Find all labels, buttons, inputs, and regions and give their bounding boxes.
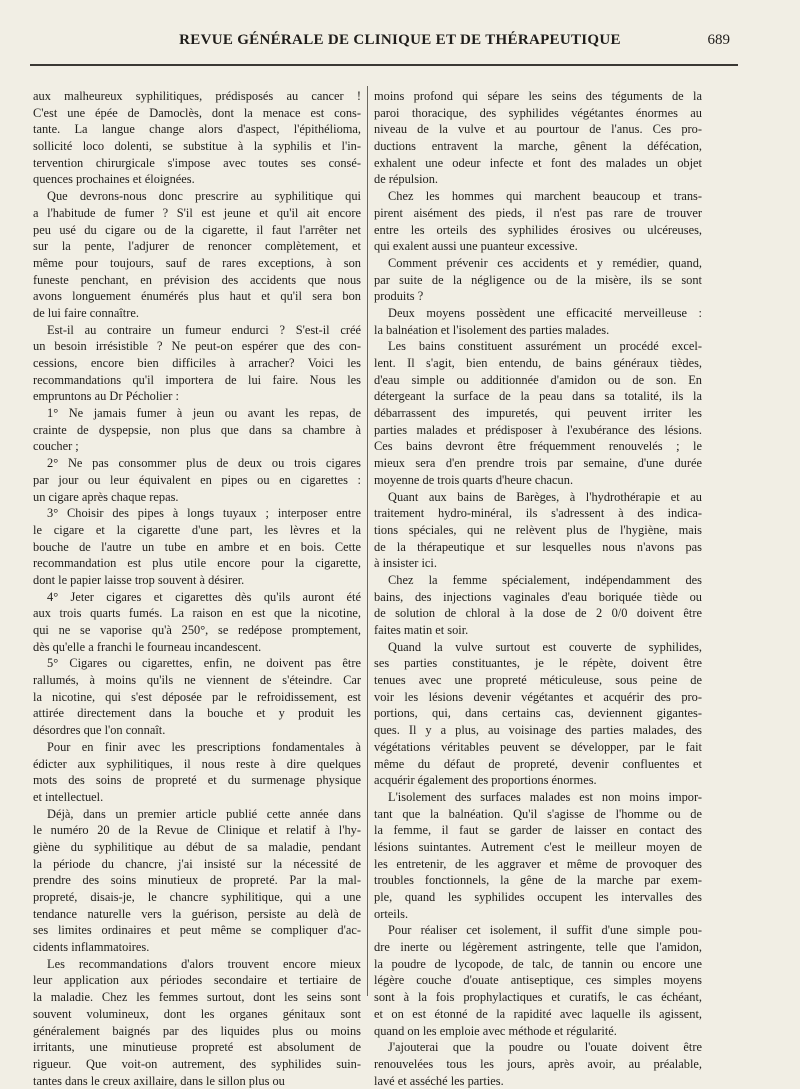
text-line: recommandations qu'il importera de lui faire. Nous les	[33, 372, 361, 387]
text-line: renouvelées tous les jours, après avoir, au préalable,	[374, 1056, 702, 1071]
text-line: sont à la fois prophylactiques et curatifs, le cas échéant,	[374, 990, 702, 1005]
text-line: de la thérapeutique et sur lesquelles nous n'avons pas	[374, 539, 702, 554]
text-line: propreté, disais-je, le chancre syphilitique, qui a une	[33, 890, 361, 904]
text-line: lent. Il s'agit, bien entendu, de bains généraux tièdes,	[374, 356, 702, 370]
text-line: généralement baignés par des liquides plus ou moins	[33, 1023, 361, 1038]
text-line: lavé et asséché les parties.	[374, 1073, 504, 1088]
text-line: de solution de chloral à la dose de 2 0/0 doivent être	[374, 606, 702, 621]
text-line: tervention chirurgicale s'impose avec toutes ses consé-	[33, 155, 361, 170]
text-line: mots des soins de propreté et du surmenage physique	[33, 773, 361, 788]
text-line: faites matin et soir.	[374, 623, 469, 637]
text-line: sollicité loco dolenti, se substitue à la syphilis et l'in-	[33, 139, 361, 154]
text-line: tantes dans le creux axillaire, dans le sillon plus ou	[33, 1073, 285, 1088]
text-line: qui ne se vaporise qu'à 250°, se redépose promptement,	[33, 623, 361, 637]
text-line: rallumés, à moins qu'ils ne viennent de s'éteindre. Car	[33, 673, 361, 688]
text-line: de lui faire connaître.	[33, 305, 139, 320]
text-line: quand on les emploie avec méthode et régularité.	[374, 1023, 617, 1038]
text-line: Quand la vulve surtout est couverte de syphilides,	[388, 639, 702, 654]
text-line: la poudre de lycopode, de talc, de tannin ou encore une	[374, 956, 702, 971]
right-text-column	[374, 88, 702, 1089]
text-line: ses limites ordinaires et peut même se compliquer d'ac-	[33, 923, 361, 938]
text-line: d'eau simple ou additionnée d'amidon ou de son. En	[374, 372, 702, 387]
text-line: C'est une épée de Damoclès, dont la menace est cons-	[33, 105, 361, 120]
text-line: Chez la femme spécialement, indépendamment des	[388, 572, 702, 587]
text-line: de répulsion.	[374, 172, 439, 187]
text-line: Comment prévenir ces accidents et y remédier, quand,	[388, 255, 702, 270]
text-line: tante. La langue change alors d'aspect, l'épithélioma,	[33, 122, 361, 137]
column-divider	[367, 86, 368, 996]
text-line: à insister ici.	[374, 556, 437, 571]
text-line: ques. Il y a plus, au voisinage des parties malades, des	[374, 723, 702, 738]
text-line: tions spéciales, qui ne relèvent plus de l'hygiène, mais	[374, 522, 702, 537]
text-line: le cigare et la cigarette d'une part, les lèvres et la	[33, 522, 361, 537]
text-line: attirée directement dans la bouche et y produit les	[33, 706, 361, 721]
text-line: végétations véritables peuvent se développer, par le fait	[374, 739, 702, 754]
left-text-column	[33, 88, 361, 1089]
text-line: pirent aisément des pieds, il n'est pas rare de trouver	[374, 205, 702, 220]
text-line: le numéro 20 de la Revue de Clinique et relatif à l'hy-	[33, 823, 361, 838]
text-line: bains, des injections vaginales d'eau boriquée tiède ou	[374, 589, 702, 604]
text-line: moins profond qui sépare les seins des téguments de la	[374, 89, 702, 103]
text-line: détergeant la surface de la peau dans sa totalité, ils la	[374, 389, 702, 404]
text-line: tant que la balnéation. Qu'il s'agisse de l'homme ou de	[374, 806, 702, 821]
text-line: acquérir également des proportions énormes.	[374, 773, 597, 788]
text-line: moyenne de trois quarts d'heure chacun.	[374, 472, 574, 487]
text-line: souvent volumineux, dont les organes génitaux sont	[33, 1006, 361, 1021]
text-line: Ces bains devront être fréquemment renouvelés ; le	[374, 439, 702, 454]
text-line: Que devrons-nous donc prescrire au syphilitique qui	[47, 189, 361, 204]
text-line: funeste penchant, en prévision des accidents que nous	[33, 272, 361, 287]
text-line: un cigare après chaque repas.	[33, 489, 179, 504]
text-line: produits ?	[374, 289, 424, 304]
text-line: J'ajouterai que la poudre ou l'ouate doivent être	[388, 1040, 702, 1055]
text-line: troubles fonctionnels, la gêne de la marche par exem-	[374, 873, 702, 888]
text-line: désordres que l'on connaît.	[33, 723, 166, 738]
text-line: voir les lésions devenir végétantes et acquérir des pro-	[374, 689, 702, 704]
text-line: Est-il au contraire un fumeur endurci ? S'est-il créé	[47, 322, 361, 337]
text-line: a l'habitude de fumer ? S'il est jeune et qu'il ait encore	[33, 205, 361, 220]
text-line: ductions entravent la marche, gênent la défécation,	[374, 139, 702, 154]
text-line: aux trois quarts fumés. La raison en est que la nicotine,	[33, 606, 361, 621]
text-line: entre les orteils des syphilides érosives ou ulcéreuses,	[374, 222, 702, 237]
text-line: même du défaut de propreté, devenir confluentes et	[374, 756, 702, 771]
text-line: Les recommandations d'alors trouvent encore mieux	[47, 956, 361, 971]
text-line: les entretenir, de les aggraver et même de provoquer des	[374, 856, 702, 871]
text-line: et on est étonné de la rapidité avec laquelle ils agissent,	[374, 1006, 702, 1021]
text-line: Deux moyens possèdent une efficacité merveilleuse :	[388, 305, 702, 320]
text-line: paroi thoracique, des syphilides végétantes énormes au	[374, 105, 702, 120]
text-line: 5° Cigares ou cigarettes, enfin, ne doivent pas être	[47, 656, 361, 671]
text-line: coucher ;	[33, 439, 79, 454]
text-line: la maladie. Chez les femmes surtout, dont les seins sont	[33, 990, 361, 1005]
text-line: crainte de dyspepsie, non plus que dans sa chambre à	[33, 422, 361, 437]
text-line: tenues avec une propreté méticuleuse, sous peine de	[374, 673, 702, 688]
text-line: irritants, une minutieuse propreté est absolument de	[33, 1040, 361, 1055]
text-line: orteils.	[374, 906, 409, 921]
text-line: mieux sera d'en prendre trois par semaine, d'une durée	[374, 456, 702, 471]
text-line: cessions, encore bien difficiles à arracher? Voici les	[33, 356, 361, 370]
text-line: légère couche d'ouate antiseptique, ces simples moyens	[374, 973, 702, 988]
text-line: ses parties constituantes, je le répète, doivent être	[374, 656, 702, 671]
text-line: la femme, il faut se garder de laisser en contact des	[374, 823, 702, 838]
text-line: recommandation est plus utile encore pour la cigarette,	[33, 556, 361, 571]
text-line: la nicotine, qui s'est déposée par le refroidissement, est	[33, 689, 361, 704]
text-line: la balnéation et l'isolement des parties malades.	[374, 322, 610, 337]
text-line: bouche de l'autre un tube en ambre et en bois. Cette	[33, 539, 361, 554]
text-line: Pour en finir avec les prescriptions fondamentales à	[47, 739, 361, 754]
text-line: quences prochaines et éloignées.	[33, 172, 195, 187]
text-line: prendre des soins minutieux de propreté. Par la mal-	[33, 873, 361, 888]
text-line: Pour réaliser cet isolement, il suffit d'une simple pou-	[388, 923, 702, 938]
text-line: parties malades et prédisposer à l'exubérance des lésions.	[374, 422, 702, 437]
text-line: Déjà, dans un premier article publié cette année dans	[47, 806, 361, 821]
text-line: un besoin irrésistible ? Ne peut-on espérer que des con-	[33, 339, 361, 354]
page-header	[0, 32, 800, 54]
text-line: dre inerte ou légèrement astringente, telle que l'amidon,	[374, 940, 702, 955]
running-title: REVUE GÉNÉRALE DE CLINIQUE ET DE THÉRAPEUTIQUE	[179, 32, 621, 48]
text-line: par suite de la négligence ou de la misère, ils se sont	[374, 272, 702, 287]
text-line: dès qu'elle a franchi le fourneau incandescent.	[33, 639, 262, 654]
text-line: par jour ou leur équivalent en pipes ou en cigarettes :	[33, 472, 361, 487]
text-line: rigueur. Que voit-on autrement, des syphilides suin-	[33, 1056, 361, 1071]
text-line: 3° Choisir des pipes à longs tuyaux ; interposer entre	[47, 506, 361, 521]
header-rule	[30, 64, 738, 66]
text-line: aux malheureux syphilitiques, prédisposés au cancer !	[33, 89, 361, 103]
text-line: 1° Ne jamais fumer à jeun ou avant les repas, de	[47, 406, 361, 421]
text-line: tendance naturelle vers la guérison, persiste au delà de	[33, 906, 361, 921]
text-line: 2° Ne pas consommer plus de deux ou trois cigares	[47, 456, 361, 471]
text-line: Chez les hommes qui marchent beaucoup et trans-	[388, 189, 702, 204]
text-line: dont le papier laisse trop souvent à désirer.	[33, 572, 245, 587]
text-line: ple, quand les syphilides occupent les intervalles des	[374, 890, 702, 904]
text-line: avons longuement énumérés plus haut et qu'il sera bon	[33, 289, 361, 304]
text-line: portions, qui, dans certains cas, deviennent gigantes-	[374, 706, 702, 721]
text-line: leur application aux périodes secondaire et tertiaire de	[33, 973, 361, 988]
text-line: sur la pente, l'adjurer de renoncer complètement, et	[33, 239, 361, 254]
text-line: exhalent une odeur infecte et font des malades un objet	[374, 155, 702, 170]
text-line: même pour toujours, sauf de rares exceptions, à son	[33, 255, 361, 270]
text-line: niveau de la vulve et au pourtour de l'anus. Ces pro-	[374, 122, 702, 137]
text-line: qui exalent aussi une puanteur excessive.	[374, 239, 578, 254]
text-line: empruntons au Dr Pécholier :	[33, 389, 179, 404]
text-line: cidents inflammatoires.	[33, 940, 150, 955]
text-line: traitement hydro-minéral, ils s'adressent à des indica-	[374, 506, 702, 521]
text-line: édicter aux syphilitiques, il nous reste à dire quelques	[33, 756, 361, 771]
text-line: la période du chancre, j'ai insisté sur la nécessité de	[33, 856, 361, 871]
text-line: Quant aux bains de Barèges, à l'hydrothérapie et au	[388, 489, 702, 504]
text-line: lésions suintantes. Autrement c'est le meilleur moyen de	[374, 839, 702, 854]
text-line: giène du syphilitique au début de sa maladie, pendant	[33, 839, 361, 854]
text-line: peu usé du cigare ou de la cigarette, il faut l'arrêter net	[33, 222, 361, 237]
page-number: 689	[707, 32, 730, 48]
text-line: débarrassent des impuretés, qui peuvent irriter les	[374, 406, 702, 421]
text-line: Les bains constituent assurément un procédé excel-	[388, 339, 702, 354]
text-line: 4° Jeter cigares et cigarettes dès qu'ils auront été	[47, 589, 361, 604]
text-line: et intellectuel.	[33, 789, 104, 804]
text-line: L'isolement des surfaces malades est non moins impor-	[388, 789, 702, 804]
